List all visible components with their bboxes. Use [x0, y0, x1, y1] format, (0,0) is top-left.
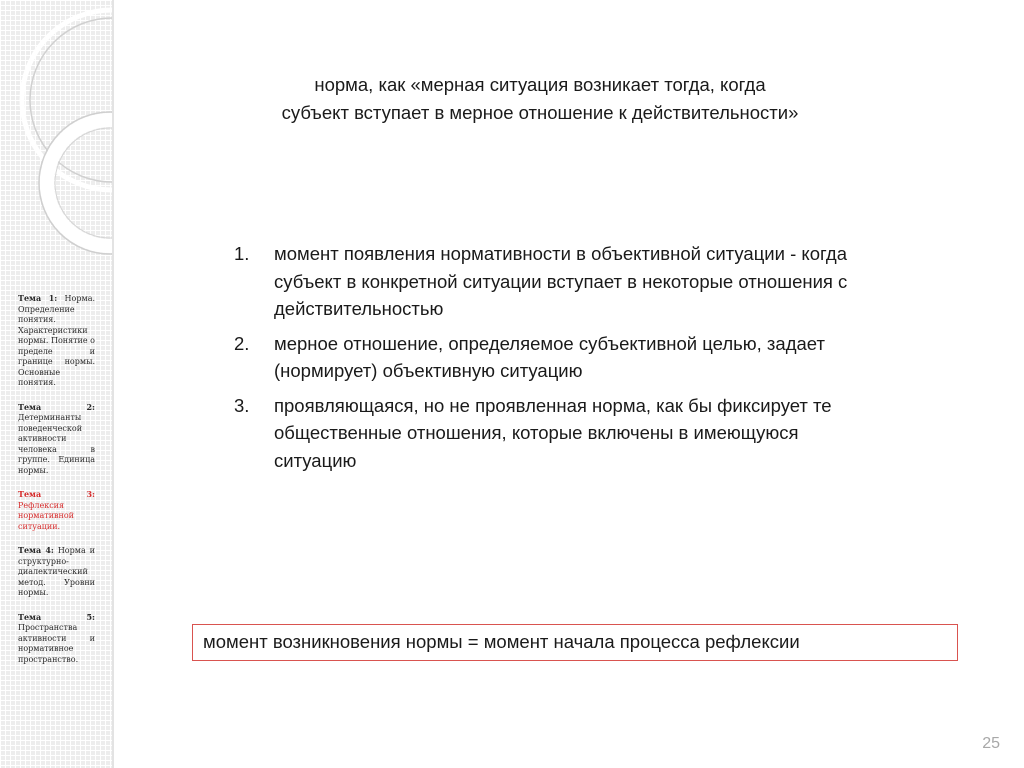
decorative-rings [0, 0, 113, 260]
conclusion-box: момент возникновения нормы = момент начала процесса рефлексии [192, 624, 958, 661]
topic-title: Детерминанты поведенческой активности человека в группе. Единица нормы. [18, 413, 95, 475]
topic-title: Норма и структурно-диалектический метод. Уровни нормы. [18, 546, 96, 597]
sidebar [0, 0, 113, 768]
point-number: 1. [234, 243, 250, 264]
topic-number: Тема 1: [18, 293, 58, 303]
topic-number: Тема 4: [18, 545, 54, 555]
topic-title: Норма. Определение понятия. Характеристики нормы. Понятие о пределе и границе нормы. Основные понятия. [18, 294, 95, 387]
topic-number: Тема 2: [18, 401, 95, 412]
topic-number: Тема 5: [18, 611, 95, 622]
topic-3-active[interactable] [18, 489, 95, 532]
point-number: 3. [234, 394, 250, 416]
topic-title: Пространства активности и нормативное пространство. [18, 623, 95, 664]
topic-title: Рефлексия нормативной ситуации. [18, 500, 75, 531]
point-text: проявляющаяся, но не проявленная норма, как бы фиксирует те общественные отношения, которые включены в имеющуюся ситуацию [274, 394, 832, 471]
heading-line-2: субъект вступает в мерное отношение к действительности» [281, 102, 799, 123]
slide-heading [200, 71, 880, 127]
topic-5[interactable] [18, 612, 95, 666]
point-text: момент появления нормативности в объективной ситуации - когда субъект в конкретной ситуации вступает в некоторые отношения с действительностью [274, 243, 848, 319]
page-number: 25 [982, 735, 1000, 752]
point-3 [234, 392, 874, 475]
point-1 [234, 240, 874, 323]
topic-2[interactable] [18, 402, 95, 477]
heading-line-1: норма, как «мерная ситуация возникает тогда, когда [314, 74, 766, 95]
point-text: мерное отношение, определяемое субъективной целью, задает (нормирует) объективную ситуацию [274, 332, 825, 381]
point-number: 2. [234, 332, 250, 354]
topic-number: Тема 3: [18, 489, 95, 499]
topic-1[interactable] [18, 293, 95, 389]
topic-list [18, 293, 95, 678]
topic-4[interactable] [18, 545, 95, 599]
sidebar-divider [112, 0, 114, 768]
numbered-points [234, 240, 874, 481]
point-2 [234, 330, 874, 385]
